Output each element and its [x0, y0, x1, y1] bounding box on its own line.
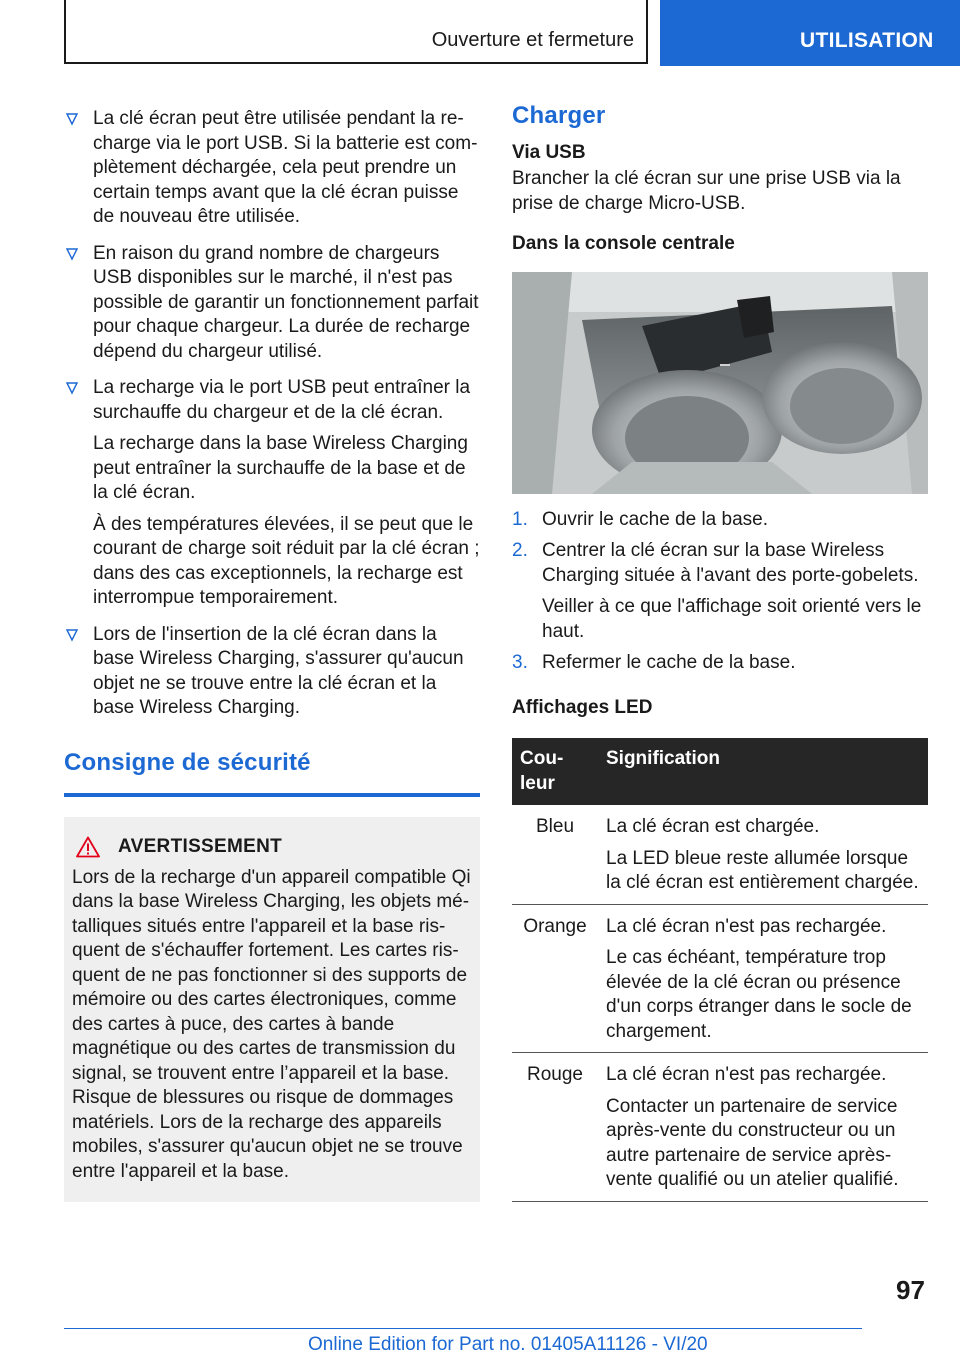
header-section-tab [660, 0, 960, 66]
table-row [512, 1053, 928, 1202]
meaning-line: La LED bleue reste allumée lorsque la clé écran est entièrement chargée. [606, 847, 919, 893]
safety-heading: Consigne de sécurité [64, 748, 311, 776]
triangle-bullet-icon [66, 244, 78, 262]
meaning-line: La clé écran n'est pas rechargée. [606, 1064, 887, 1085]
step-text: Refermer le cache de la base. [542, 652, 796, 673]
led-table [512, 738, 928, 1202]
step-text: Veiller à ce que l'affichage soit orienté vers le haut. [542, 596, 922, 642]
list-item [512, 508, 928, 533]
usb-heading: Via USB [512, 141, 586, 163]
triangle-bullet-icon [66, 378, 78, 396]
meaning-line: Le cas échéant, température trop élevée de la clé écran ou présence d'un corps étranger dans le socle de chargement. [606, 947, 912, 1042]
step-number: 1. [512, 508, 528, 530]
meaning-line: Contacter un partenaire de service après-vente du constructeur ou un autre partenaire de service après-vente qualifié ou un atelier qualifié. [606, 1095, 899, 1190]
console-illustration [512, 272, 928, 494]
step-number: 2. [512, 540, 528, 561]
section-title: UTILISATION [800, 29, 934, 52]
table-cell-meaning [598, 805, 928, 904]
table-cell-color: Bleu [512, 805, 598, 904]
bullet-text: Lors de l'insertion de la clé écran dans la base Wireless Charging, s'assurer qu'aucun objet ne se trouve entre la clé écran et la base Wireless Charging. [93, 623, 464, 718]
step-number: 3. [512, 652, 528, 673]
table-cell-meaning [598, 1053, 928, 1202]
bullet-text: La recharge dans la base Wireless Charging peut entraîner la surchauffe de la base et de la clé écran. [93, 433, 468, 503]
right-column [512, 104, 928, 1202]
step-text: Ouvrir le cache de la base. [542, 508, 769, 530]
warning-header [72, 835, 472, 860]
table-row [512, 805, 928, 904]
chapter-title: Ouverture et fermeture [431, 29, 634, 51]
bullet-item [64, 242, 480, 365]
meaning-line: La clé écran n'est pas rechargée. [606, 915, 887, 937]
table-header-meaning: Signification [598, 738, 928, 805]
bullet-item [64, 376, 480, 611]
table-cell-color: Rouge [512, 1053, 598, 1202]
table-cell-meaning [598, 904, 928, 1053]
triangle-bullet-icon [66, 109, 78, 127]
table-header-row [512, 738, 928, 805]
table-header-color: Couleur [512, 738, 598, 805]
led-heading: Affichages LED [512, 696, 653, 718]
center-console-photo [512, 272, 928, 494]
usb-text: Brancher la clé écran sur une prise USB via la prise de charge Micro-USB. [512, 168, 901, 214]
left-column [64, 107, 480, 1202]
bullet-text: La recharge via le port USB peut entraîner la surchauffe du chargeur et de la clé écran. [93, 377, 471, 423]
footer-rule [64, 1328, 862, 1329]
list-item [512, 539, 928, 644]
step-text: Centrer la clé écran sur la base Wireless Charging située à l'avant des porte-gobelets. [542, 540, 919, 586]
console-heading: Dans la console centrale [512, 233, 735, 254]
table-cell-color: Orange [512, 904, 598, 1053]
meaning-line: La clé écran est chargée. [606, 816, 820, 837]
page-number: 97 [896, 1275, 925, 1305]
warning-box [64, 817, 480, 1202]
bullet-text: À des températures élevées, il se peut que le courant de charge soit réduit par la clé écran ; dans des cas exceptionnels, la recharge est interrompue temporairement. [93, 513, 480, 608]
bullet-text: La clé écran peut être utilisée pendant la recharge via le port USB. Si la batterie est complètement déchargée, cela peut prendre un certain temps avant que la clé écran puisse de nouveau être utilisée. [93, 108, 478, 227]
charger-heading: Charger [512, 102, 606, 129]
warning-triangle-icon [76, 836, 100, 858]
list-item [512, 651, 928, 676]
warning-text: Lors de la recharge d'un appareil compatible Qi dans la base Wireless Charging, les objets métalliques situés entre l'appareil et la base risquent de s'échauffer fortement. Les cartes risquent de ne pas fonctionner si des supports de mémoire ou des cartes électroniques, comme des cartes à puce, des cartes à bande magnétique ou des cartes de transmission du signal, se trouvent entre l’appareil et la base. Risque de blessures ou risque de dommages matériels. Lors de la recharge des appareils mobiles, s'assurer qu'aucun objet ne se trouve entre l'appareil et la base. [72, 866, 471, 1182]
bullet-item [64, 107, 480, 230]
bullet-item [64, 623, 480, 721]
header-chapter-box [64, 0, 648, 64]
steps-list [512, 508, 928, 676]
triangle-bullet-icon [66, 625, 78, 643]
edition-text: Online Edition for Part no. 01405A11126 - VI/20 [308, 1334, 708, 1355]
heading-rule [64, 793, 480, 797]
warning-title: AVERTISSEMENT [118, 836, 283, 857]
bullet-text: En raison du grand nombre de chargeurs USB disponibles sur le marché, il n'est pas possible de garantir un fonctionnement parfait pour chaque chargeur. La durée de recharge dépend du chargeur utilisé. [93, 242, 479, 362]
table-row [512, 904, 928, 1053]
